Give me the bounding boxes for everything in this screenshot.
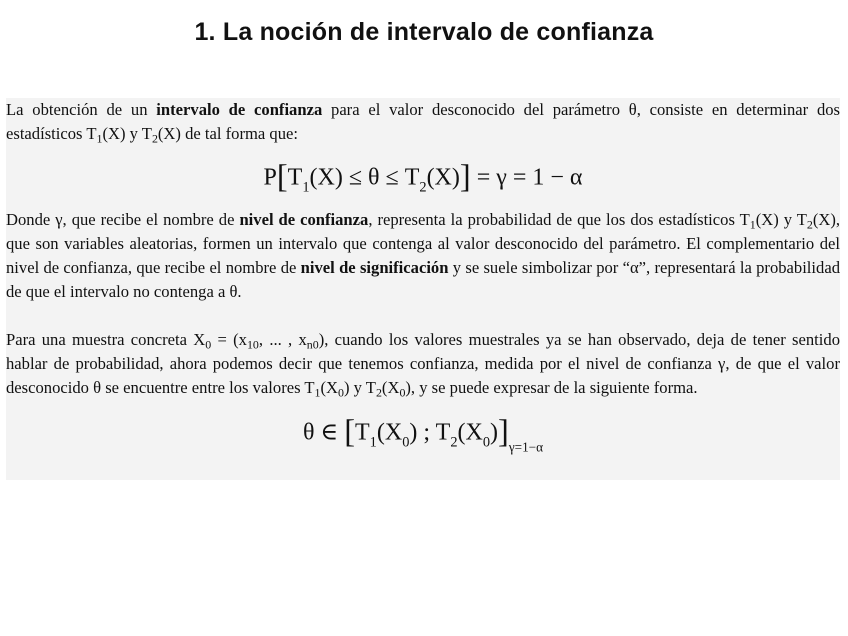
page-title: 1. La noción de intervalo de confianza bbox=[194, 18, 654, 46]
formula-confidence-interval: θ ∈ [$T_1(X_0)$ ; $T_2(X_0)]_{\gamma=1-\alpha}$ bbox=[302, 414, 544, 455]
paragraph-muestra-concreta: Para una muestra concreta $X_0 = (x_{10}$, ... , $x_{n0}$), cuando los valores muestrales ya se han observado, deja de tener sentido hablar de probabilidad, ahora podemos decir que tenemos confianza, medida por el nivel de confianza γ, de que el valor desconocido θ se encuentre entre los valores $T_1(X_0)$ y $T_2(X_0)$, y se puede expresar de la siguiente forma. bbox=[6, 330, 840, 400]
paragraph-definition: La obtención de un intervalo de confianza para el valor desconocido del parámetro θ, consiste en determinar dos estadísticos $T_1(X)$ y $T_2(X)$ de tal forma que: bbox=[6, 100, 840, 146]
term-nivel-de-confianza: nivel de confianza bbox=[239, 210, 369, 229]
term-intervalo-de-confianza: intervalo de confianza bbox=[156, 100, 323, 119]
paragraph-nivel-confianza: Donde γ, que recibe el nombre de nivel de confianza, representa la probabilidad de que los dos estadísticos $T_1(X)$ y $T_2(X)$, que son variables aleatorias, formen un intervalo que contenga al valor desconocido del parámetro. El complementario del nivel de confianza, que recibe el nombre de nivel de significación y se suele simbolizar por “α”, representará la probabilidad de que el intervalo no contenga a θ. bbox=[6, 210, 840, 301]
confidence-level-subscript: γ=1−α bbox=[508, 439, 544, 455]
formula-probability-interval: $P[T_1(X) \le \theta \le T_2(X)] = \gamma = 1 - \alpha$ bbox=[263, 159, 583, 196]
term-nivel-de-significacion: nivel de significación bbox=[300, 258, 449, 277]
document-body bbox=[6, 98, 840, 480]
